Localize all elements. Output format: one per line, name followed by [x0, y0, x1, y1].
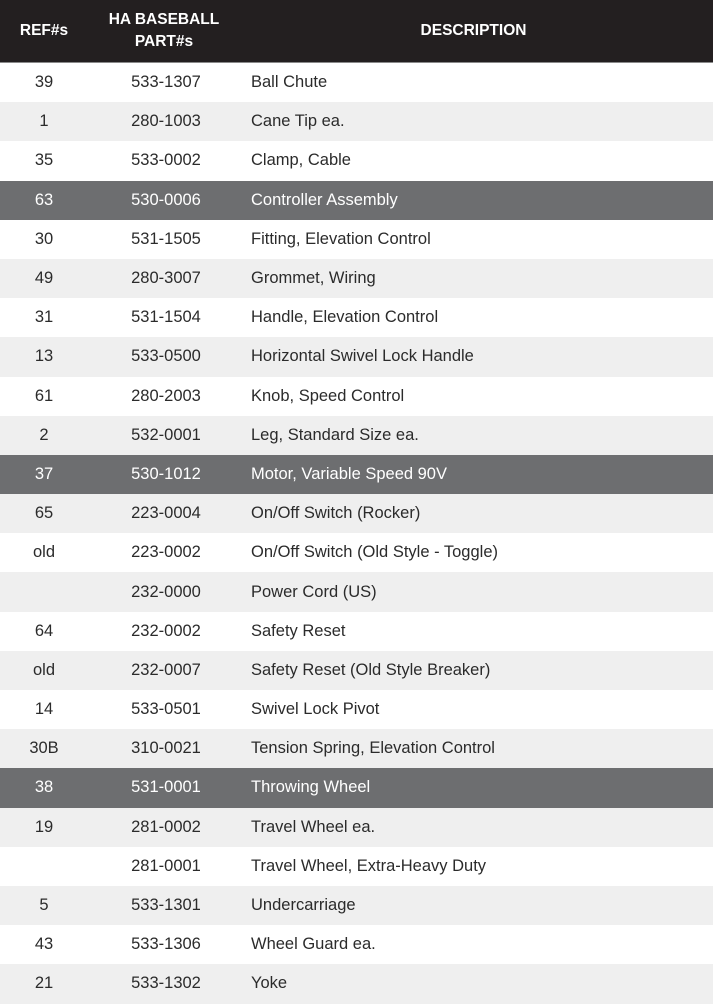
table-row [0, 141, 713, 180]
description-cell: Swivel Lock Pivot [251, 700, 380, 719]
part-number-cell: 280-3007 [131, 269, 201, 288]
part-number-cell: 232-0007 [131, 660, 201, 679]
description-cell: Safety Reset (Old Style Breaker) [251, 660, 491, 679]
table-row [0, 181, 713, 220]
ref-cell: 65 [34, 504, 54, 523]
table-row [0, 416, 713, 455]
ref-cell: 30B [29, 739, 59, 758]
table-row [0, 377, 713, 416]
table-row [0, 847, 713, 886]
part-number-cell: 281-0001 [131, 856, 201, 875]
description-cell: Power Cord (US) [251, 582, 377, 601]
description-cell: Undercarriage [251, 896, 356, 915]
part-number-cell: 533-1306 [131, 935, 201, 954]
part-number-cell: 533-0501 [131, 700, 201, 719]
description-cell: Ball Chute [251, 73, 328, 92]
description-cell: Safety Reset [251, 621, 346, 640]
table-row [0, 298, 713, 337]
description-cell: Grommet, Wiring [251, 269, 376, 288]
header-part [88, 9, 240, 53]
part-number-cell: 530-0006 [131, 190, 201, 209]
ref-cell: 13 [34, 347, 54, 366]
description-cell: Wheel Guard ea. [251, 935, 376, 954]
header-part-line2: PART#s [134, 33, 194, 50]
part-number-cell: 530-1012 [131, 464, 201, 483]
part-number-cell: 310-0021 [131, 739, 201, 758]
ref-cell: old [32, 543, 56, 562]
part-number-cell: 531-0001 [131, 778, 201, 797]
description-cell: Travel Wheel, Extra-Heavy Duty [251, 856, 487, 875]
ref-cell: 39 [34, 73, 54, 92]
ref-cell: 63 [34, 190, 54, 209]
ref-cell: 35 [34, 151, 54, 170]
table-row [0, 768, 713, 807]
part-number-cell: 531-1505 [131, 229, 201, 248]
part-number-cell: 533-1302 [131, 974, 201, 993]
table-row [0, 533, 713, 572]
part-number-cell: 533-1301 [131, 896, 201, 915]
table-row [0, 102, 713, 141]
ref-cell: 30 [34, 229, 54, 248]
table-row [0, 690, 713, 729]
table-row [0, 455, 713, 494]
ref-cell: 14 [34, 700, 54, 719]
ref-cell: 21 [34, 974, 54, 993]
table-header [0, 0, 713, 63]
ref-cell: 37 [34, 464, 54, 483]
description-cell: On/Off Switch (Rocker) [251, 504, 421, 523]
table-row [0, 886, 713, 925]
table-body [0, 63, 713, 1004]
ref-cell: 5 [39, 896, 49, 915]
part-number-cell: 280-1003 [131, 112, 201, 131]
description-cell: Clamp, Cable [251, 151, 351, 170]
description-cell: Horizontal Swivel Lock Handle [251, 347, 474, 366]
description-cell: Throwing Wheel [251, 778, 371, 797]
part-number-cell: 223-0004 [131, 504, 201, 523]
description-cell: Fitting, Elevation Control [251, 229, 431, 248]
description-cell: Tension Spring, Elevation Control [251, 739, 495, 758]
header-part-line1: HA BASEBALL [108, 11, 220, 28]
table-row [0, 729, 713, 768]
table-row [0, 925, 713, 964]
table-row [0, 572, 713, 611]
description-cell: Leg, Standard Size ea. [251, 425, 419, 444]
table-row [0, 651, 713, 690]
part-number-cell: 223-0002 [131, 543, 201, 562]
table-row [0, 964, 713, 1003]
part-number-cell: 280-2003 [131, 386, 201, 405]
part-number-cell: 533-0500 [131, 347, 201, 366]
table-row [0, 63, 713, 102]
ref-cell: 64 [34, 621, 54, 640]
table-row [0, 220, 713, 259]
table-row [0, 259, 713, 298]
description-cell: Motor, Variable Speed 90V [251, 464, 447, 483]
header-description: DESCRIPTION [420, 22, 527, 39]
ref-cell: 19 [34, 817, 54, 836]
description-cell: Handle, Elevation Control [251, 308, 439, 327]
description-cell: Knob, Speed Control [251, 386, 405, 405]
ref-cell: 38 [34, 778, 54, 797]
description-cell: Travel Wheel ea. [251, 817, 376, 836]
table-row [0, 337, 713, 376]
part-number-cell: 533-1307 [131, 73, 201, 92]
table-row [0, 494, 713, 533]
description-cell: Yoke [251, 974, 288, 993]
part-number-cell: 531-1504 [131, 308, 201, 327]
part-number-cell: 281-0002 [131, 817, 201, 836]
description-cell: Controller Assembly [251, 190, 398, 209]
table-row [0, 808, 713, 847]
part-number-cell: 532-0001 [131, 425, 201, 444]
ref-cell: 43 [34, 935, 54, 954]
part-number-cell: 232-0002 [131, 621, 201, 640]
description-cell: On/Off Switch (Old Style - Toggle) [251, 543, 498, 562]
ref-cell: 31 [34, 308, 54, 327]
description-cell: Cane Tip ea. [251, 112, 345, 131]
header-ref: REF#s [19, 22, 69, 39]
table-row [0, 612, 713, 651]
part-number-cell: 232-0000 [131, 582, 201, 601]
ref-cell: old [32, 660, 56, 679]
ref-cell: 49 [34, 269, 54, 288]
part-number-cell: 533-0002 [131, 151, 201, 170]
ref-cell: 61 [34, 386, 54, 405]
ref-cell: 2 [39, 425, 49, 444]
ref-cell: 1 [39, 112, 49, 131]
